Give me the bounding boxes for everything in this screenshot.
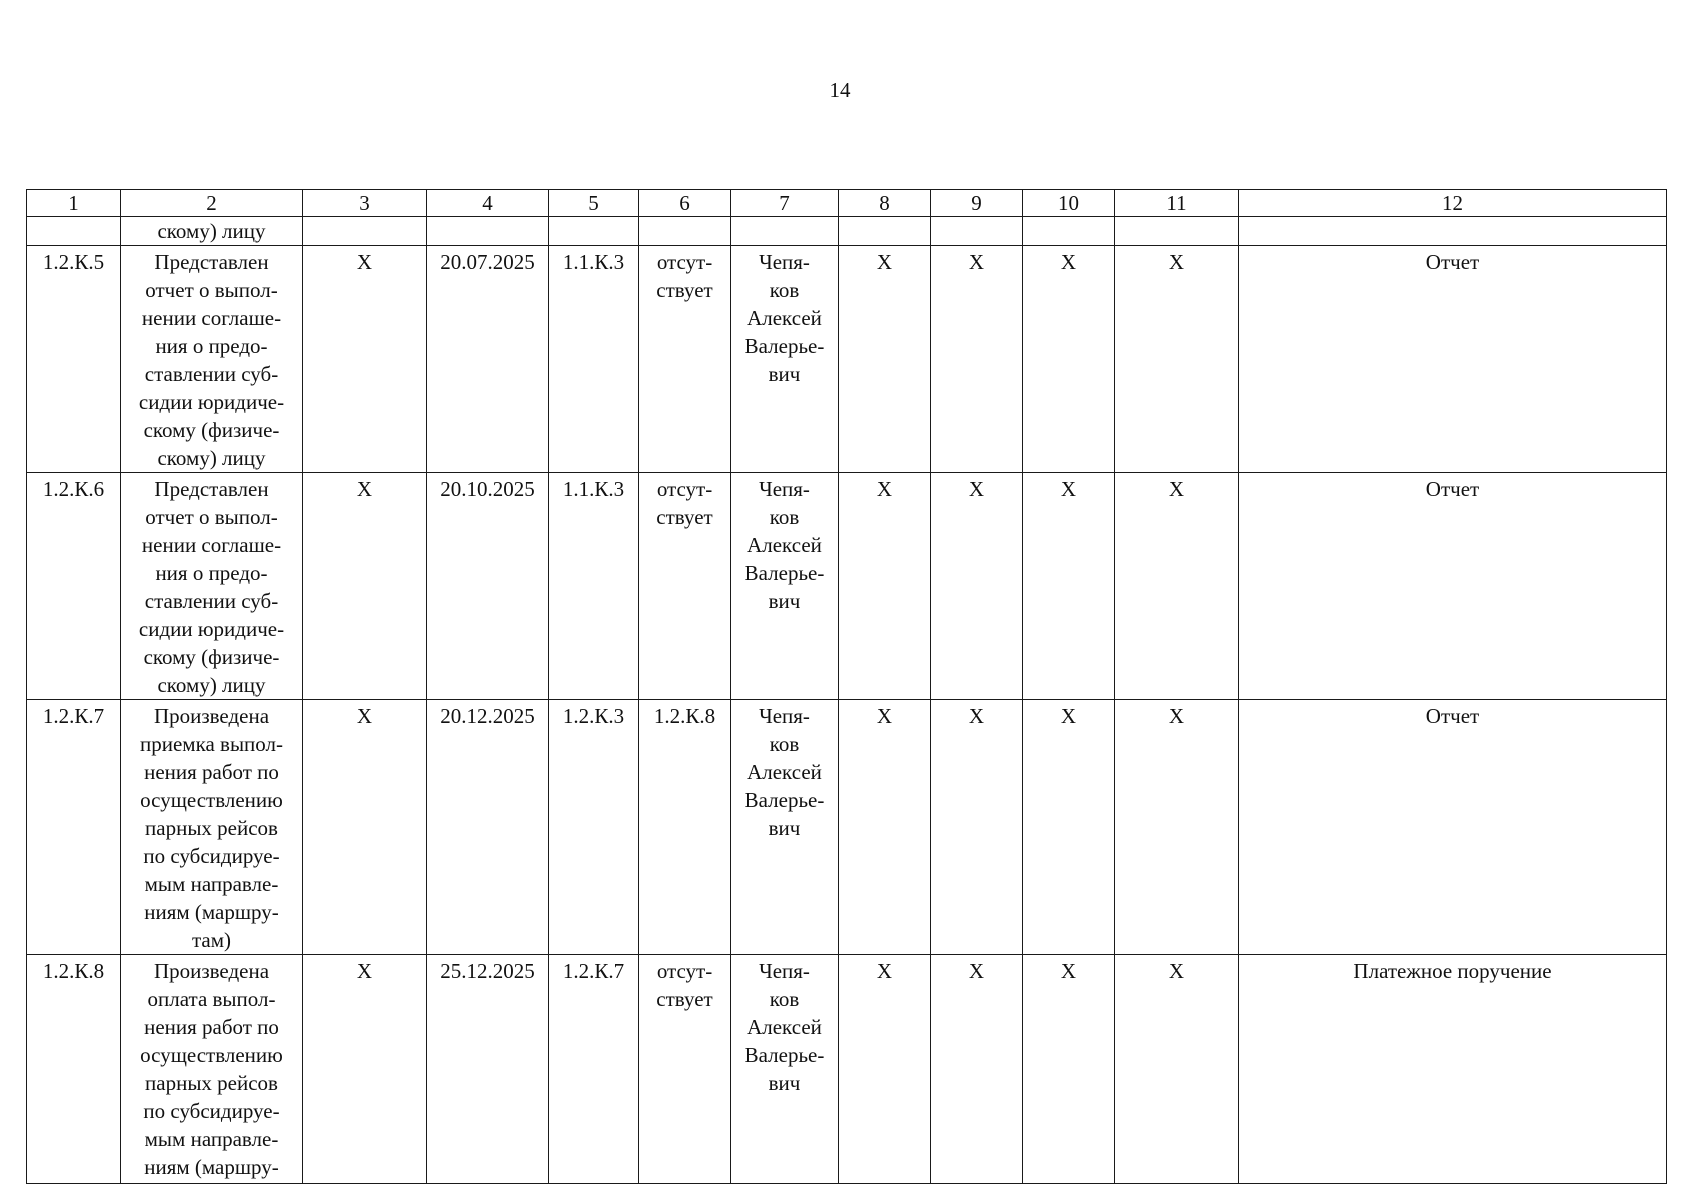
code-cell: 1.2.К.5 — [27, 246, 121, 473]
column-header: 7 — [731, 190, 839, 217]
date-cell: 20.07.2025 — [427, 246, 549, 473]
page-number: 14 — [829, 78, 851, 102]
document-cell: Платежное поручение — [1239, 955, 1667, 1184]
successor-cell: отсут- ствует — [639, 473, 731, 700]
column-header: 12 — [1239, 190, 1667, 217]
table-cell — [839, 217, 931, 246]
date-cell: 20.10.2025 — [427, 473, 549, 700]
column-header: 1 — [27, 190, 121, 217]
cross-mark: Х — [1023, 246, 1115, 473]
column-header: 11 — [1115, 190, 1239, 217]
responsible-cell: Чепя- ков Алексей Валерье- вич — [731, 700, 839, 955]
cross-mark: Х — [1115, 700, 1239, 955]
column-header: 2 — [121, 190, 303, 217]
column-header: 6 — [639, 190, 731, 217]
event-continuation-cell: скому) лицу — [121, 217, 303, 246]
cross-mark: Х — [839, 955, 931, 1184]
continuation-row — [27, 217, 1667, 246]
table-cell — [731, 217, 839, 246]
column-header: 9 — [931, 190, 1023, 217]
responsible-cell: Чепя- ков Алексей Валерье- вич — [731, 955, 839, 1184]
table-row — [27, 473, 1667, 700]
responsible-cell: Чепя- ков Алексей Валерье- вич — [731, 473, 839, 700]
table-cell — [27, 217, 121, 246]
column-header: 5 — [549, 190, 639, 217]
cross-mark: Х — [1023, 955, 1115, 1184]
responsible-cell: Чепя- ков Алексей Валерье- вич — [731, 246, 839, 473]
cross-mark: Х — [303, 246, 427, 473]
successor-cell: отсут- ствует — [639, 246, 731, 473]
cross-mark: Х — [1115, 955, 1239, 1184]
predecessor-cell: 1.2.К.7 — [549, 955, 639, 1184]
successor-cell: отсут- ствует — [639, 955, 731, 1184]
event-cell: Представлен отчет о выпол- нении соглаше- ния о предо- ставлении суб- сидии юридиче- скому (физиче- скому) лицу — [121, 246, 303, 473]
event-cell: Произведена оплата выпол- нения работ по осуществлению парных рейсов по субсидируе- мым направле- ниям (маршру- — [121, 955, 303, 1184]
cross-mark: Х — [931, 473, 1023, 700]
document-cell: Отчет — [1239, 700, 1667, 955]
date-cell: 20.12.2025 — [427, 700, 549, 955]
cross-mark: Х — [1115, 246, 1239, 473]
cross-mark: Х — [931, 246, 1023, 473]
table-row — [27, 955, 1667, 1184]
document-cell: Отчет — [1239, 473, 1667, 700]
table-cell — [1023, 217, 1115, 246]
table-row — [27, 700, 1667, 955]
table-row — [27, 246, 1667, 473]
table-cell — [1239, 217, 1667, 246]
code-cell: 1.2.К.7 — [27, 700, 121, 955]
table-cell — [1115, 217, 1239, 246]
date-cell: 25.12.2025 — [427, 955, 549, 1184]
cross-mark: Х — [1023, 700, 1115, 955]
cross-mark: Х — [303, 473, 427, 700]
cross-mark: Х — [839, 700, 931, 955]
table-cell — [549, 217, 639, 246]
predecessor-cell: 1.2.К.3 — [549, 700, 639, 955]
cross-mark: Х — [839, 246, 931, 473]
column-header: 3 — [303, 190, 427, 217]
table-cell — [427, 217, 549, 246]
document-cell: Отчет — [1239, 246, 1667, 473]
cross-mark: Х — [303, 700, 427, 955]
event-cell: Произведена приемка выпол- нения работ по осуществлению парных рейсов по субсидируе- мым направле- ниям (маршру- там) — [121, 700, 303, 955]
cross-mark: Х — [931, 700, 1023, 955]
table-cell — [931, 217, 1023, 246]
event-cell: Представлен отчет о выпол- нении соглаше- ния о предо- ставлении суб- сидии юридиче- скому (физиче- скому) лицу — [121, 473, 303, 700]
predecessor-cell: 1.1.К.3 — [549, 246, 639, 473]
column-header: 4 — [427, 190, 549, 217]
header-row — [27, 190, 1667, 217]
table-cell — [639, 217, 731, 246]
control-points-table-wrapper — [26, 189, 1666, 1184]
cross-mark: Х — [1115, 473, 1239, 700]
code-cell: 1.2.К.6 — [27, 473, 121, 700]
control-points-table — [26, 189, 1667, 1184]
column-header: 10 — [1023, 190, 1115, 217]
successor-cell: 1.2.К.8 — [639, 700, 731, 955]
cross-mark: Х — [839, 473, 931, 700]
predecessor-cell: 1.1.К.3 — [549, 473, 639, 700]
column-header: 8 — [839, 190, 931, 217]
cross-mark: Х — [1023, 473, 1115, 700]
cross-mark: Х — [303, 955, 427, 1184]
code-cell: 1.2.К.8 — [27, 955, 121, 1184]
cross-mark: Х — [931, 955, 1023, 1184]
table-cell — [303, 217, 427, 246]
